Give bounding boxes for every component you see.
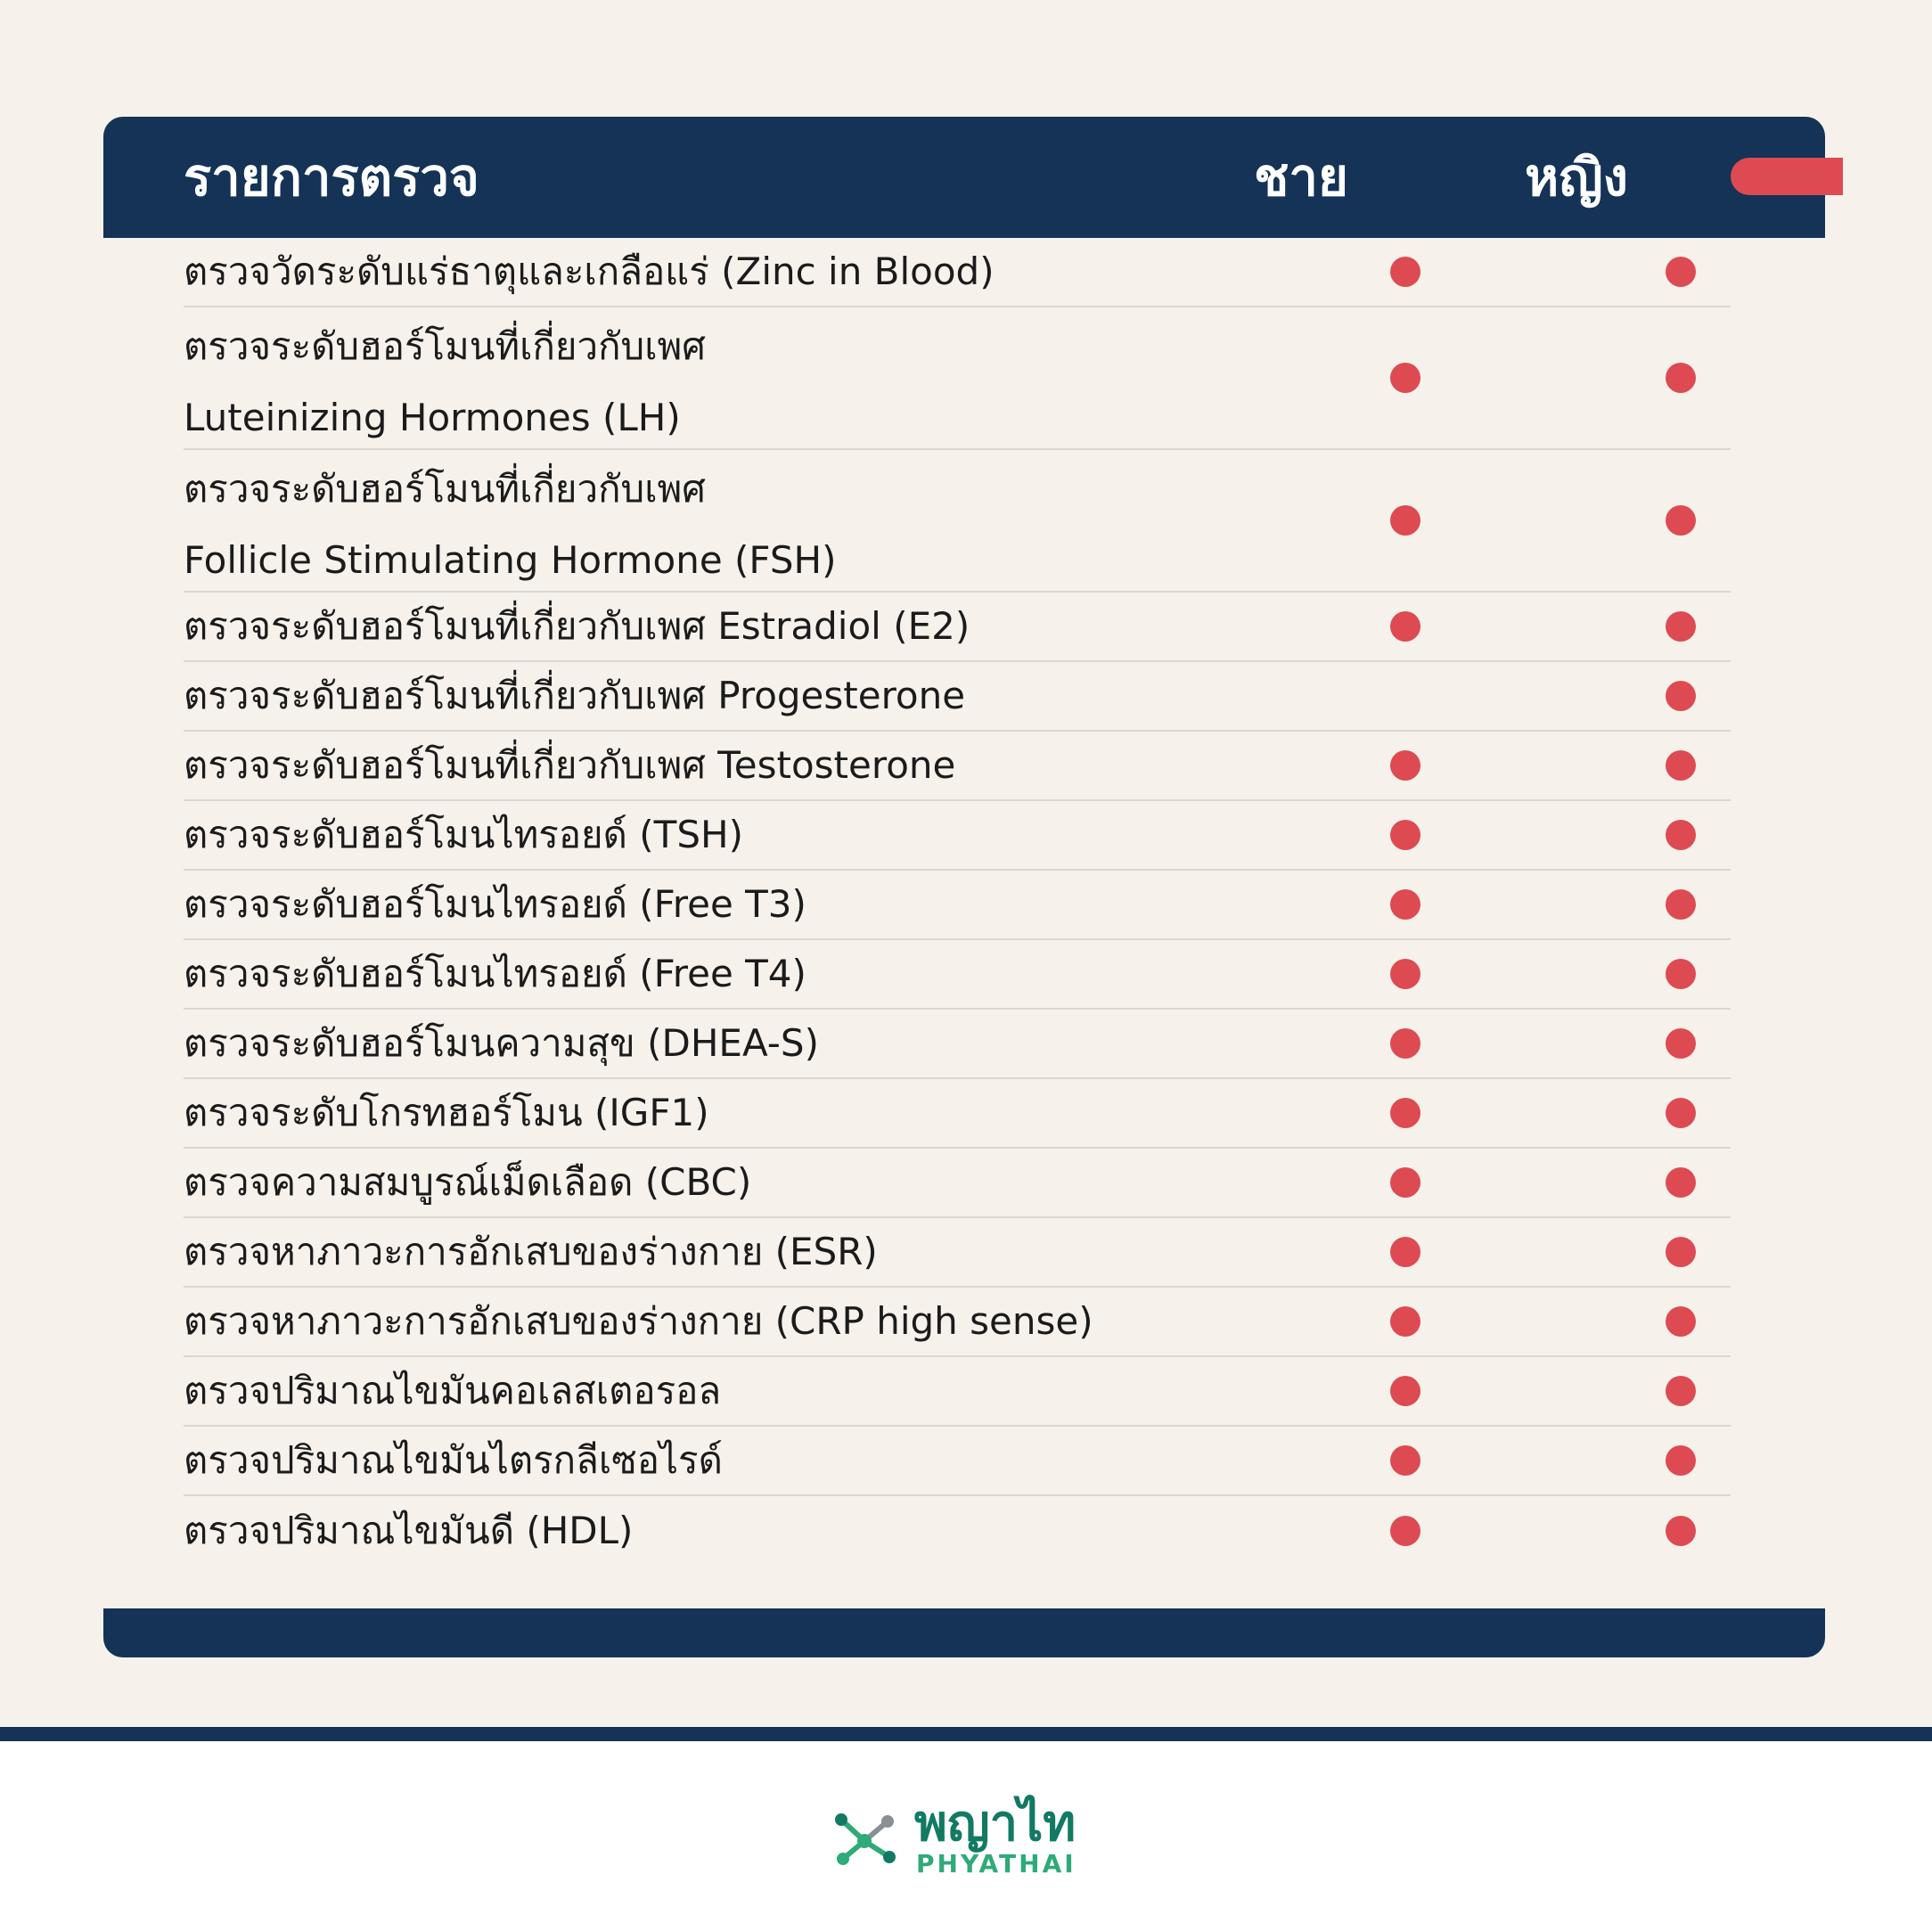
row-label	[184, 1218, 878, 1286]
female-check-dot	[1666, 1445, 1696, 1476]
row-label	[184, 1496, 633, 1566]
male-check-dot	[1390, 1445, 1420, 1476]
table-row	[184, 238, 1731, 307]
row-label	[184, 662, 965, 730]
female-check-dot	[1666, 681, 1696, 711]
row-label-line: Luteinizing Hormones (LH)	[184, 395, 681, 439]
male-check-dot	[1390, 257, 1420, 287]
table-row	[184, 940, 1731, 1010]
header-item-label: รายการตรวจ	[184, 147, 479, 208]
row-label-line: ตรวจความสมบูรณ์เม็ดเลือด (CBC)	[184, 1160, 752, 1204]
male-check-dot	[1390, 1306, 1420, 1337]
row-label-line: ตรวจระดับฮอร์โมนไทรอยด์ (Free T3)	[184, 882, 806, 926]
male-check-dot	[1390, 1237, 1420, 1267]
logo-name-en: PHYATHAI	[916, 1849, 1077, 1878]
table-row	[184, 1357, 1731, 1427]
row-label	[184, 1357, 721, 1425]
row-label	[184, 801, 743, 869]
comparison-table-card	[103, 117, 1825, 1657]
male-check-dot	[1390, 1167, 1420, 1198]
row-label-line: ตรวจหาภาวะการอักเสบของร่างกาย (CRP high sense)	[184, 1299, 1093, 1343]
male-check-dot	[1390, 1028, 1420, 1059]
row-label-line: ตรวจระดับฮอร์โมนที่เกี่ยวกับเพศ	[184, 466, 706, 511]
table-row	[184, 662, 1731, 732]
female-check-dot	[1666, 1306, 1696, 1337]
row-label-line: ตรวจปริมาณไขมันไตรกลีเซอไรด์	[184, 1438, 723, 1482]
male-check-dot	[1390, 959, 1420, 989]
female-check-dot	[1666, 889, 1696, 920]
table-row	[184, 1496, 1731, 1566]
row-label	[184, 1010, 819, 1077]
table-body	[184, 238, 1731, 1566]
row-label-line: ตรวจปริมาณไขมันดี (HDL)	[184, 1509, 634, 1552]
logo-name-th: พญาไท	[914, 1795, 1077, 1853]
table-footer-bar	[103, 1608, 1825, 1657]
table-row	[184, 801, 1731, 871]
row-label	[184, 1149, 751, 1216]
row-label-line: ตรวจระดับโกรทฮอร์โมน (IGF1)	[184, 1091, 709, 1134]
female-check-dot	[1666, 820, 1696, 850]
row-label-line: ตรวจระดับฮอร์โมนที่เกี่ยวกับเพศ Testosterone	[184, 743, 956, 787]
female-check-dot	[1666, 505, 1696, 536]
row-label-line: ตรวจระดับฮอร์โมนไทรอยด์ (TSH)	[184, 813, 743, 856]
female-check-dot	[1666, 1376, 1696, 1406]
molecule-logo-icon	[829, 1807, 904, 1871]
accent-tab	[1731, 158, 1843, 195]
table-row	[184, 1427, 1731, 1496]
phyathai-logo	[829, 1795, 1114, 1880]
row-label-line: ตรวจวัดระดับแร่ธาตุและเกลือแร่ (Zinc in Blood)	[184, 250, 995, 293]
table-row	[184, 732, 1731, 801]
row-label	[184, 940, 806, 1008]
row-label	[184, 307, 706, 448]
row-label-line: ตรวจปริมาณไขมันคอเลสเตอรอล	[184, 1369, 722, 1412]
table-row	[184, 1079, 1731, 1149]
female-check-dot	[1666, 1098, 1696, 1128]
row-label-line: ตรวจระดับฮอร์โมนที่เกี่ยวกับเพศ Progesterone	[184, 674, 966, 717]
table-row	[184, 307, 1731, 450]
header-female-label: หญิง	[1525, 147, 1628, 208]
table-row	[184, 1149, 1731, 1218]
table-row	[184, 871, 1731, 940]
header-male-label: ชาย	[1254, 147, 1348, 208]
male-check-dot	[1390, 505, 1420, 536]
female-check-dot	[1666, 363, 1696, 393]
table-row	[184, 450, 1731, 593]
row-label-line: ตรวจระดับฮอร์โมนไทรอยด์ (Free T4)	[184, 952, 806, 995]
row-label-line: Follicle Stimulating Hormone (FSH)	[184, 537, 837, 582]
female-check-dot	[1666, 611, 1696, 642]
female-check-dot	[1666, 750, 1696, 781]
row-label-line: ตรวจระดับฮอร์โมนที่เกี่ยวกับเพศ Estradiol (E2)	[184, 604, 970, 648]
male-check-dot	[1390, 750, 1420, 781]
row-label-line: ตรวจหาภาวะการอักเสบของร่างกาย (ESR)	[184, 1230, 878, 1273]
male-check-dot	[1390, 611, 1420, 642]
row-label-line: ตรวจระดับฮอร์โมนที่เกี่ยวกับเพศ	[184, 323, 706, 368]
table-header	[103, 117, 1825, 238]
female-check-dot	[1666, 1028, 1696, 1059]
male-check-dot	[1390, 889, 1420, 920]
table-row	[184, 1010, 1731, 1079]
male-check-dot	[1390, 1098, 1420, 1128]
row-label	[184, 871, 806, 938]
row-label	[184, 450, 836, 591]
row-label	[184, 1288, 1093, 1355]
row-label	[184, 1427, 723, 1494]
male-check-dot	[1390, 1376, 1420, 1406]
female-check-dot	[1666, 1167, 1696, 1198]
table-row	[184, 593, 1731, 662]
row-label	[184, 1079, 709, 1147]
male-check-dot	[1390, 1516, 1420, 1546]
row-label-line: ตรวจระดับฮอร์โมนความสุข (DHEA-S)	[184, 1021, 819, 1065]
table-row	[184, 1218, 1731, 1288]
female-check-dot	[1666, 959, 1696, 989]
table-row	[184, 1288, 1731, 1357]
row-label	[184, 593, 970, 660]
bottom-divider-band	[0, 1727, 1932, 1741]
female-check-dot	[1666, 257, 1696, 287]
row-label	[184, 732, 955, 799]
row-label	[184, 238, 995, 306]
male-check-dot	[1390, 363, 1420, 393]
female-check-dot	[1666, 1516, 1696, 1546]
male-check-dot	[1390, 820, 1420, 850]
female-check-dot	[1666, 1237, 1696, 1267]
